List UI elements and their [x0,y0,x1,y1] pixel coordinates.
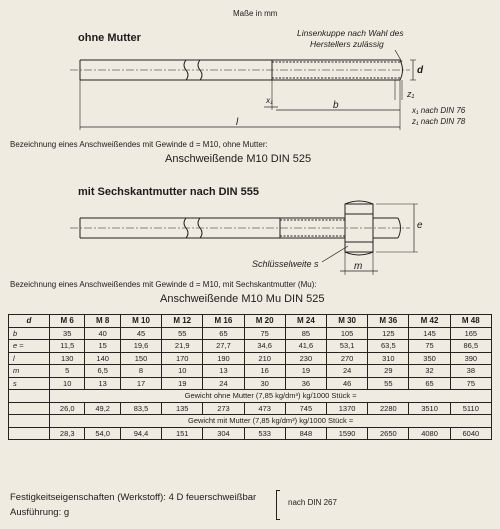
table-cell: 26,0 [50,402,85,415]
section1-title: ohne Mutter [78,32,141,44]
designation-text-2: Bezeichnung eines Anschweißendes mit Gewinde d = M10, mit Sechskantmutter (Mu): [10,280,317,289]
table-cell: 151 [162,427,203,440]
table-cell: 94,4 [120,427,161,440]
table-cell: 190 [203,352,244,365]
table-header-cell: M 16 [203,315,244,328]
table-cell: 36 [285,377,326,390]
table-header-cell: M 20 [244,315,285,328]
table-cell: 49,2 [85,402,120,415]
table-cell: 270 [327,352,368,365]
table-cell: 34,6 [244,340,285,353]
standard-note: nach DIN 267 [288,498,337,507]
table-cell: m [9,365,50,378]
table-cell: l [9,352,50,365]
table-cell: 210 [244,352,285,365]
table-cell: 13 [203,365,244,378]
table-cell: 2650 [368,427,409,440]
table-cell: 19 [162,377,203,390]
table-cell: 29 [368,365,409,378]
table-row [9,340,492,353]
table-cell: 125 [368,327,409,340]
table-cell: 5110 [450,402,491,415]
table-cell: 5 [50,365,85,378]
table-header-cell: M 10 [120,315,161,328]
table-cell: 32 [409,365,450,378]
table-cell: 65 [203,327,244,340]
table-cell: 8 [120,365,161,378]
table-header-cell: M 6 [50,315,85,328]
table-cell: 10 [50,377,85,390]
table-cell: 304 [203,427,244,440]
table-row [9,402,492,415]
table-cell: 75 [450,377,491,390]
table-header-cell: M 42 [409,315,450,328]
table-cell: 273 [203,402,244,415]
table-row [9,352,492,365]
table-cell: 390 [450,352,491,365]
table-row [9,427,492,440]
table-cell: 75 [409,340,450,353]
table-cell: 54,0 [85,427,120,440]
note-z1: z₁ nach DIN 78 [412,117,466,126]
table-cell: 28,3 [50,427,85,440]
table-cell: 13 [85,377,120,390]
table-cell: 40 [85,327,120,340]
table-cell: 53,1 [327,340,368,353]
table-cell: 140 [85,352,120,365]
table-cell: 86,5 [450,340,491,353]
table-cell: 3510 [409,402,450,415]
table-header-cell: M 30 [327,315,368,328]
label-z1: z₁ [407,89,415,99]
table-header-row [9,315,492,328]
table-cell: e ≈ [9,340,50,353]
label-l: l [236,117,239,128]
table-cell: 170 [162,352,203,365]
table-cell: 46 [327,377,368,390]
table-cell: b [9,327,50,340]
table-cell: 85 [285,327,326,340]
table-cell: 83,5 [120,402,161,415]
table-cell: 473 [244,402,285,415]
table-cell: 24 [203,377,244,390]
table-cell: 230 [285,352,326,365]
label-x1: x₁ [266,95,273,105]
table-cell: 19,6 [120,340,161,353]
designation-text-1: Bezeichnung eines Anschweißendes mit Gewinde d = M10, ohne Mutter: [10,140,268,149]
table-cell: 2280 [368,402,409,415]
table-cell: 24 [327,365,368,378]
table-cell: 45 [120,327,161,340]
table-cell: 15 [85,340,120,353]
table-cell: 105 [327,327,368,340]
table-cell: 27,7 [203,340,244,353]
label-b: b [333,100,339,111]
annotation-line1: Linsenkuppe nach Wahl des [297,28,404,38]
table-header-cell: M 8 [85,315,120,328]
table-cell: 30 [244,377,285,390]
table-cell: 165 [450,327,491,340]
table-cell: 35 [50,327,85,340]
table-cell: 19 [285,365,326,378]
label-m: m [354,261,363,272]
table-header-cell: M 24 [285,315,326,328]
brace [276,490,280,520]
table-cell: 17 [120,377,161,390]
table-cell: 150 [120,352,161,365]
annotation-line2: Herstellers zulässig [310,39,384,49]
table-cell: 55 [162,327,203,340]
designation-code-2: Anschweißende M10 Mu DIN 525 [160,293,325,305]
label-s: Schlüsselweite s [252,259,319,269]
section2-title: mit Sechskantmutter nach DIN 555 [78,186,259,198]
table-cell: 65 [409,377,450,390]
table-cell: 10 [162,365,203,378]
table-row [9,327,492,340]
table-cell: 16 [244,365,285,378]
table-header-cell: M 48 [450,315,491,328]
execution: Ausführung: g [10,507,70,518]
table-cell: 745 [285,402,326,415]
table-header-cell: d [9,315,50,328]
table-cell: 38 [450,365,491,378]
dimensions-table [8,314,492,440]
table-cell: 11,5 [50,340,85,353]
table-cell: 1590 [327,427,368,440]
table-cell: 21,9 [162,340,203,353]
table-row [9,377,492,390]
table-cell: 135 [162,402,203,415]
table-cell: 350 [409,352,450,365]
table-header-cell: M 12 [162,315,203,328]
table-row [9,365,492,378]
table-cell: 4080 [409,427,450,440]
label-e: e [417,220,423,231]
weight-without-nut-label: Gewicht ohne Mutter (7,85 kg/dm³) kg/1000 Stück ≈ [50,390,492,403]
units-note: Maße in mm [233,9,278,18]
table-cell: 6,5 [85,365,120,378]
note-x1: x₁ nach DIN 76 [412,106,466,115]
table-cell: s [9,377,50,390]
table-cell: 310 [368,352,409,365]
table-header-cell: M 36 [368,315,409,328]
strength-properties: Festigkeitseigenschaften (Werkstoff): 4 D feuerschweißbar [10,492,257,503]
table-cell: 145 [409,327,450,340]
table-cell: 848 [285,427,326,440]
table-cell: 63,5 [368,340,409,353]
weight-with-nut-label: Gewicht mit Mutter (7,85 kg/dm³) kg/1000 Stück ≈ [50,415,492,428]
table-cell: 533 [244,427,285,440]
table-cell: 75 [244,327,285,340]
label-d: d [417,65,424,76]
weight-with-nut-header-row [9,415,492,428]
table-cell: 6040 [450,427,491,440]
table-cell: 41,6 [285,340,326,353]
weight-without-nut-header-row [9,390,492,403]
table-cell: 130 [50,352,85,365]
table-cell: 1370 [327,402,368,415]
table-cell: 55 [368,377,409,390]
designation-code-1: Anschweißende M10 DIN 525 [165,153,312,165]
